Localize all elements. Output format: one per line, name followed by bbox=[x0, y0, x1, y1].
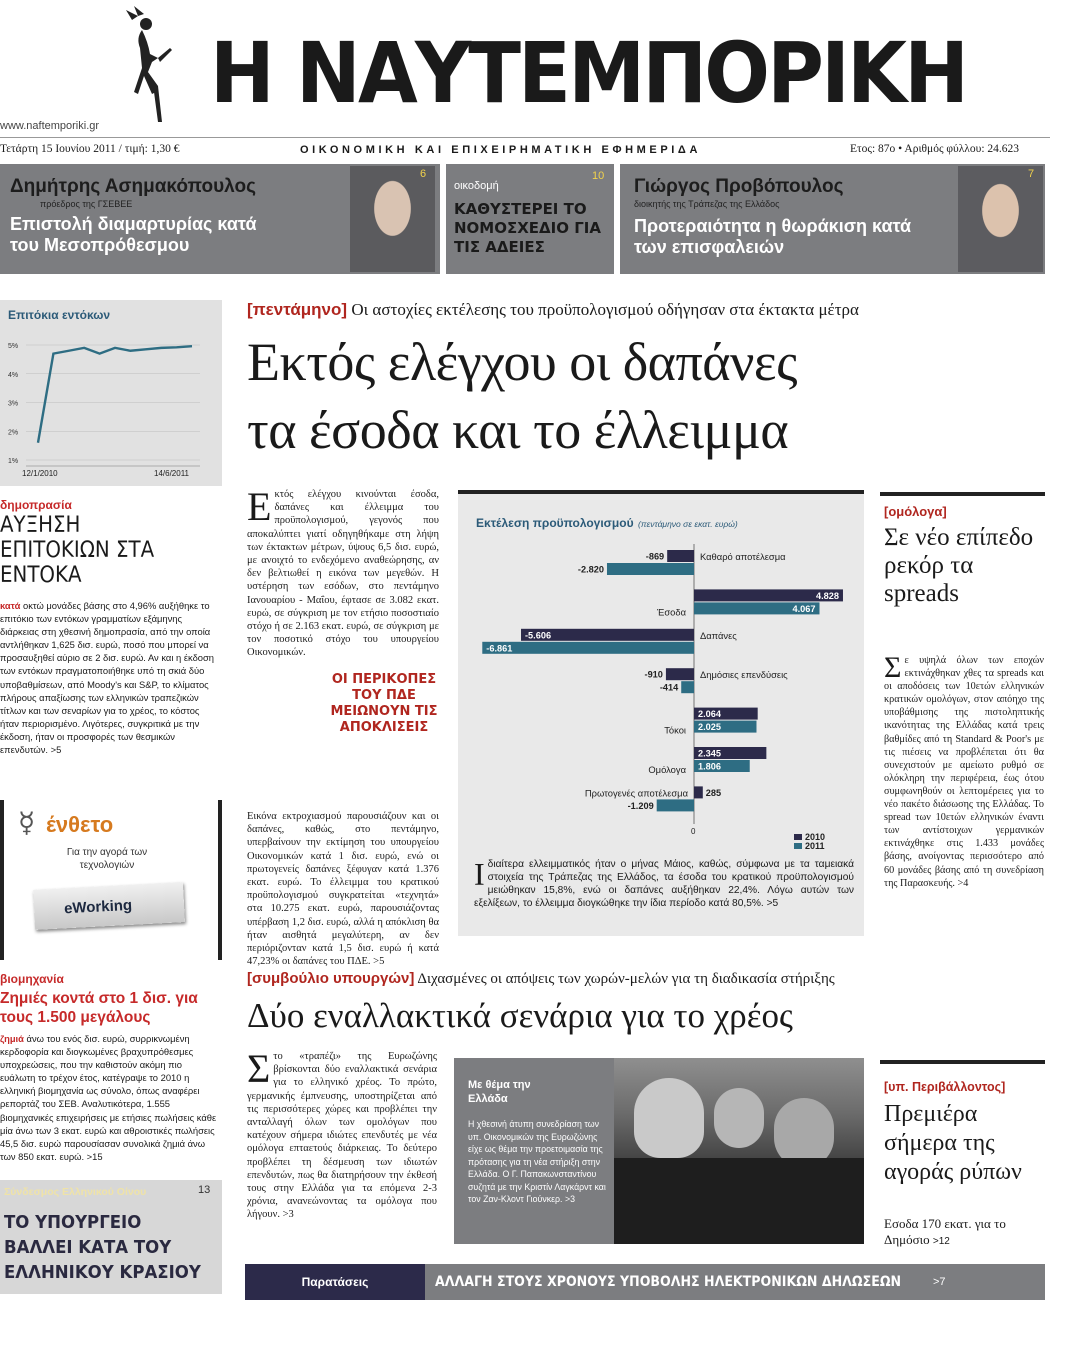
insert-subtitle: Για την αγορά των τεχνολογιών bbox=[66, 847, 148, 871]
tagline: ΟΙΚΟΝΟΜΙΚΗ ΚΑΙ ΕΠΙΧΕΙΡΗΜΑΤΙΚΗ ΕΦΗΜΕΡΙΔΑ bbox=[300, 144, 701, 156]
debt-deck: Διχασμένες οι απόψεις των χωρών-μελών για τη διαδικασία στήριξης bbox=[417, 971, 835, 987]
budget-zero-label: 0 bbox=[691, 827, 696, 836]
budget-data-label: -5.606 bbox=[525, 630, 552, 641]
portrait-photo bbox=[350, 166, 435, 272]
hermes-icon bbox=[118, 2, 180, 130]
eworking-label: eWorking bbox=[63, 896, 133, 918]
budget-category-label: Ομόλογα bbox=[648, 764, 686, 775]
spreads-body: ε υψηλά όλων των εποχών εκτινάχθηκαν χθες τα spreads και οι αποδόσεις των 10ετών ελληνικών κρατικών ομολόγων, στον απόηχο της υποβάθμισης της πιστοληπτικής ικανότητας της Ελλάδας κατά τρεις βαθμίδες από τη Standard & Poor's με τις πιέσεις να προβλέπεται ότι θα συνεχιστούν με αμείωτο ρυθμό σε ολόκληρη την περιφέρεια, έως ότου συμφωνηθούν οι λεπτομέρειες για το νέο πακέτο διάσωσης της Ελλάδας. Το spread των 10ετών ελληνικών έναντι των αντίστοιχων γερμανικών εκτινάχθηκε στις 1.433 μονάδες βάσης, ανοίγοντας περισσότερο από 60 μονάδες βάσης από τη συνεδρίαση της Παρασκευής. >4 bbox=[884, 655, 1044, 889]
industry-headline: Ζημιές κοντά στο 1 δισ. για τους 1.500 μεγάλους bbox=[0, 990, 198, 1026]
rates-y-tick: 2% bbox=[8, 429, 19, 437]
debt-kicker: [συμβούλιο υπουργών] bbox=[247, 970, 415, 987]
page-ref[interactable]: >7 bbox=[933, 1276, 946, 1288]
bottom-bar-headline: ΑΛΛΑΓΗ ΣΤΟΥΣ ΧΡΟΝΟΥΣ ΥΠΟΒΟΛΗΣ ΗΛΕΚΤΡΟΝΙΚΩΝ ΔΗΛΩΣΕΩΝ bbox=[435, 1274, 902, 1290]
rates-x-end: 14/6/2011 bbox=[154, 469, 189, 478]
ministers-photo bbox=[614, 1058, 864, 1244]
debt-deck-line bbox=[247, 970, 1047, 988]
budget-legend-label: 2011 bbox=[805, 841, 825, 851]
rates-y-tick: 4% bbox=[8, 371, 19, 379]
lead-dropcap: Ε bbox=[247, 484, 272, 529]
budget-data-label: -910 bbox=[644, 669, 663, 680]
rates-kicker: δημοπρασία bbox=[0, 498, 72, 512]
rates-text-body: οκτώ μονάδες βάσης στο 4,96% αυξήθηκε το επιτόκιο των εντόκων γραμματίων εξάμηνης διάρκειας στη χθεσινή δημοπρασία, από την οποία αντλήθηκαν 1,625 δισ. ευρώ, ποσό που μπορεί να προσαυξηθεί αύριο σε 2 δισ. ευρώ. Αν και η έκδοση των εντόκων πραγματοποιήθηκε υπό τη σκιά δύο υποβαθμίσεων, από Moody's και S&P, το κλίματος πλήρους απαξίωσης των ελληνικών τραπεζικών τίτλων και των σεναρίων για το χρέος, το κόστος ήταν περιορισμένο. Λιγότερες, συγκριτικά με την έκδοση, ήταν οι προσφορές των θεσμικών επενδυτών. >5 bbox=[0, 600, 215, 756]
budget-bar-2011 bbox=[607, 563, 694, 575]
budget-category-label: Δαπάνες bbox=[700, 629, 737, 641]
debt-dropcap: Σ bbox=[247, 1046, 271, 1091]
rates-text-lead: κατά bbox=[0, 600, 21, 611]
budget-category-label: Πρωτογενές αποτέλεσμα bbox=[584, 787, 688, 799]
portrait-photo bbox=[958, 166, 1043, 272]
masthead-rule bbox=[0, 137, 1050, 138]
budget-bar-chart bbox=[458, 494, 864, 864]
photo-box-caption: Η χθεσινή άτυπη συνεδρίαση των υπ. Οικονομικών της Ευρωζώνης είχε ως θέμα την προετοιμασία της πρότασης για τη νέα στήριξη στην Ελλάδα. Ο Γ. Παπακωνσταντίνου συζητά με την Κριστίν Λαγκάρντ και τον Ζαν-Κλοντ Γιούνκερ. >3 bbox=[468, 1119, 606, 1204]
rates-y-tick: 3% bbox=[8, 400, 19, 408]
rates-chart-title: Επιτόκια εντόκων bbox=[8, 308, 111, 322]
teaser-name: Γιώργος Προβόπουλος bbox=[634, 176, 844, 197]
issue-info: Ετος: 87ο • Αριθμός φύλλου: 24.623 bbox=[850, 143, 1020, 155]
caption-dropcap: Ι bbox=[474, 856, 485, 892]
photo-box[interactable] bbox=[454, 1058, 864, 1244]
teaser-kicker: οικοδομή bbox=[454, 180, 499, 192]
budget-category-label: Δημόσιες επενδύσεις bbox=[700, 669, 788, 681]
lead-headline-line2: τα έσοδα και το έλλειμμα bbox=[247, 400, 789, 460]
spreads-column bbox=[880, 492, 1045, 942]
masthead-title: Η ΝΑΥΤΕΜΠΟΡΙΚΗ bbox=[210, 24, 967, 122]
teaser-name: Δημήτρης Ασημακόπουλος bbox=[10, 176, 256, 197]
teaser-role: πρόεδρος της ΓΣΕΒΕΕ bbox=[40, 199, 133, 209]
debt-body bbox=[247, 1046, 437, 1222]
debt-headline: Δύο εναλλακτικά σενάρια για το χρέος bbox=[247, 996, 793, 1035]
budget-bar-2011 bbox=[482, 642, 694, 654]
rates-text bbox=[0, 599, 218, 756]
environment-column bbox=[880, 1060, 1045, 1250]
budget-chart-title: Εκτέλεση προϋπολογισμού bbox=[476, 516, 634, 530]
industry-text bbox=[0, 1032, 218, 1163]
teaser-provopoulos[interactable] bbox=[620, 164, 1045, 274]
lead-deck-line bbox=[247, 300, 1047, 320]
bottom-bar[interactable] bbox=[245, 1264, 1045, 1300]
teaser-headline: ΚΑΘΥΣΤΕΡΕΙ ΤΟ ΝΟΜΟΣΧΕΔΙΟ ΓΙΑ ΤΙΣ ΑΔΕΙΕΣ bbox=[454, 200, 601, 256]
spreads-dropcap: Σ bbox=[884, 651, 902, 684]
budget-chart-box bbox=[458, 490, 864, 936]
rates-x-start: 12/1/2010 bbox=[22, 469, 58, 478]
insert-title: ένθετο bbox=[46, 812, 114, 837]
teaser-headline: Επιστολή διαμαρτυρίας κατά του Μεσοπρόθεσμου bbox=[10, 214, 257, 255]
spreads-kicker: [ομόλογα] bbox=[884, 504, 947, 519]
teaser-construction[interactable] bbox=[446, 164, 614, 274]
debt-body-text: το «τραπέζι» της Ευρωζώνης βρίσκονται δύο εναλλακτικά σενάρια για το ελληνικό χρέος. Το πρώτο, γερμανικής έμπνευσης, υποστηρίζεται από τις περισσότερες χώρες και προβλέπει την ανταλλαγή όλων των ομολόγων που κατέχουν σήμερα ιδιώτες επενδυτές με νέα ομόλογα επταετούς διάρκειας. Το δεύτερο προβλέπει τη δέσμευση των ιδιωτών επενδυτών, πως θα διατηρήσουν την έκθεσή τους στην Ελλάδα για τα επόμενα 2-3 χρόνια, ανανεώνοντας τα ομόλογα που λήγουν. >3 bbox=[247, 1051, 437, 1221]
page-ref[interactable]: 10 bbox=[592, 170, 605, 182]
masthead-logo bbox=[118, 2, 180, 130]
budget-data-label: -869 bbox=[645, 551, 665, 562]
insert-box[interactable] bbox=[0, 800, 222, 960]
environment-headline: Πρεμιέρα σήμερα της αγοράς ρύπων bbox=[884, 1101, 1022, 1185]
budget-data-label: -6.861 bbox=[486, 643, 513, 654]
budget-chart-subtitle: (πεντάμηνο σε εκατ. ευρώ) bbox=[638, 519, 738, 529]
teaser-asimakopoulos[interactable] bbox=[0, 164, 440, 274]
budget-data-label: 2.345 bbox=[698, 748, 721, 759]
budget-data-label: -1.209 bbox=[627, 800, 654, 811]
budget-legend-swatch bbox=[794, 843, 802, 849]
budget-data-label: 4.828 bbox=[815, 590, 839, 601]
teaser-role: διοικητής της Τράπεζας της Ελλάδος bbox=[634, 199, 780, 209]
caption-text: διαίτερα ελλειμματικός ήταν ο μήνας Μάιος, καθώς, σύμφωνα με τα ταμειακά στοιχεία της Τράπεζας της Ελλάδος, τα έσοδα του κρατικού προϋπολογισμού μειώθηκαν 15,8%, ενώ οι δαπάνες αυξήθηκαν 22,4%. Λόγω αυτών των εξελίξεων, το έλλειμμα διογκώθηκε την ίδια περίοδο κατά 80,5%. >5 bbox=[474, 859, 854, 909]
rates-chart-box bbox=[0, 300, 222, 486]
rates-y-tick: 1% bbox=[8, 458, 19, 465]
website[interactable]: www.naftemporiki.gr bbox=[0, 120, 100, 132]
wine-box[interactable] bbox=[0, 1180, 222, 1294]
environment-kicker: [υπ. Περιβάλλοντος] bbox=[884, 1080, 1006, 1094]
page-ref[interactable]: >12 bbox=[932, 1236, 950, 1247]
budget-data-label: 4.067 bbox=[792, 603, 816, 614]
rates-line-chart bbox=[0, 300, 222, 486]
spreads-headline: Σε νέο επίπεδο ρεκόρ τα spreads bbox=[884, 524, 1034, 607]
page-ref[interactable]: 6 bbox=[420, 168, 427, 180]
teaser-headline: Προτεραιότητα η θωράκιση κατά των επισφαλειών bbox=[634, 216, 912, 257]
lead-pullquote: ΟΙ ΠΕΡΙΚΟΠΕΣ ΤΟΥ ΠΔΕ ΜΕΙΩΝΟΥΝ ΤΙΣ ΑΠΟΚΛΙΣΕΙΣ bbox=[325, 670, 443, 738]
industry-kicker: βιομηχανία bbox=[0, 972, 64, 986]
budget-data-label: 1.806 bbox=[698, 761, 721, 772]
page-ref[interactable]: 13 bbox=[198, 1184, 211, 1196]
date-price: Τετάρτη 15 Ιουνίου 2011 / τιμή: 1,30 € bbox=[0, 143, 180, 155]
rates-line bbox=[38, 346, 192, 443]
budget-data-label: 2.025 bbox=[698, 722, 721, 733]
spreads-text bbox=[884, 651, 1044, 890]
environment-sub: Εσοδα 170 εκατ. για το Δημόσιο bbox=[884, 1216, 1006, 1247]
rates-headline: ΑΥΞΗΣΗ ΕΠΙΤΟΚΙΩΝ ΣΤΑ ΕΝΤΟΚΑ bbox=[0, 513, 155, 588]
budget-category-label: Έσοδα bbox=[657, 606, 686, 618]
budget-legend-label: 2010 bbox=[805, 832, 826, 842]
eworking-cover[interactable] bbox=[33, 882, 185, 930]
budget-bar-2010 bbox=[694, 786, 703, 798]
mercury-small-icon: ☿ bbox=[18, 808, 36, 839]
budget-data-label: -2.820 bbox=[577, 564, 604, 575]
budget-chart-caption bbox=[474, 858, 854, 910]
budget-bar-2011 bbox=[657, 799, 694, 811]
wine-headline: ΤΟ ΥΠΟΥΡΓΕΙΟ ΒΑΛΛΕΙ ΚΑΤΑ ΤΟΥ ΕΛΛΗΝΙΚΟΥ ΚΡΑΣΙΟΥ bbox=[4, 1212, 201, 1283]
budget-category-label: Καθαρό αποτέλεσμα bbox=[700, 551, 786, 562]
environment-sub-line bbox=[884, 1216, 1034, 1250]
page-ref[interactable]: 7 bbox=[1028, 168, 1035, 180]
budget-category-label: Τόκοι bbox=[664, 724, 686, 736]
budget-data-label: 2.064 bbox=[698, 709, 721, 720]
photo-box-title: Με θέμα την Ελλάδα bbox=[468, 1079, 531, 1105]
lead-body-1: κτός ελέγχου κινούνται έσοδα, δαπάνες και έλλειμμα του προϋπολογισμού, γεγονός που αποκαλύπτει γιατί οδηγηθήκαμε στη λήψη των έκτακτων μέτρων, ύψους 6,5 δισ. ευρώ, με ανοιχτό το ενδεχόμενο αναθεώρησης, αν δεν βελτιωθεί η εικόνα των μεγεθών. Η υστέρηση των εσόδων, στο πεντάμηνο Ιανουαρίου - Μαΐου, έφτασε σε 3.082 εκατ. ευρώ, σε σύγκριση με τον ετήσιο ποσοστιαίο στόχο ή σε 2.163 εκατ. ευρώ, σε σύγκριση με τον ποσοτικό στόχο του υπουργείου Οικονομικών. bbox=[247, 489, 439, 659]
lead-kicker: [πεντάμηνο] bbox=[247, 300, 348, 319]
lead-deck: Οι αστοχίες εκτέλεσης του προϋπολογισμού οδήγησαν στα έκτακτα μέτρα bbox=[351, 300, 859, 319]
budget-bar-2010 bbox=[667, 550, 694, 562]
lead-headline-line1: Εκτός ελέγχου οι δαπάνες bbox=[247, 332, 797, 392]
lead-body-col1 bbox=[247, 484, 439, 660]
budget-bar-2011 bbox=[681, 681, 694, 693]
budget-data-label: -414 bbox=[659, 682, 679, 693]
budget-bar-2010 bbox=[666, 668, 694, 680]
bottom-bar-label: Παρατάσεις bbox=[245, 1264, 425, 1300]
lead-body-2: Εικόνα εκτροχιασμού παρουσιάζουν και οι δαπάνες, καθώς, στο πεντάμηνο, υπερβαίνουν την εκτίμηση του υπουργείου Οικονομικών κατά 1 δισ. ευρώ, ενώ οι πρωτογενείς δαπάνες ξέφυγαν κατά 1.376 εκατ. ευρώ. Το έλλειμμα του κρατικού προϋπολογισμού συγκρατείται «τεχνητά» στα 10.275 εκατ. ευρώ, παρουσιάζοντας υπέρβαση 1,2 δισ. ευρώ, αλλά η απόκλιση θα ήταν αισθητά μεγαλύτερη, αν δεν περιόριζονταν κατά 1,5 δισ. ευρώ ή κατά 47,23% οι δαπάνες του ΠΔΕ. >5 bbox=[247, 811, 439, 968]
industry-text-lead: ζημιά bbox=[0, 1033, 24, 1044]
rates-y-tick: 5% bbox=[8, 343, 19, 350]
budget-data-label: 285 bbox=[705, 787, 722, 798]
wine-kicker: Σύνδεσμος Ελληνικού Οίνου bbox=[4, 1186, 147, 1198]
industry-text-body: άνω του ενός δισ. ευρώ, συρρικνωμένη κερδοφορία και διογκωμένες βραχυπρόθεσμες υποχρεώσεις, που την καθιστούν ακόμη πιο ευάλωτη το τρέχον έτος, κατέγραψε το 2010 η ελληνική βιομηχανία ως σύνολο, όπως αναφέρει ρεπορτάζ του ΣΕΒ. Αναλυτικότερα, 1.555 βιομηχανικές επιχειρήσεις με ετήσιες πωλήσεις κάθε μία άνω των 3 εκατ. ευρώ και αθροιστικές πωλήσεις 45,5 δισ. ευρώ παρουσίασαν συνολικά ζημιά άνω των 850 εκατ. ευρώ. >15 bbox=[0, 1033, 217, 1162]
budget-legend-swatch bbox=[794, 834, 802, 840]
